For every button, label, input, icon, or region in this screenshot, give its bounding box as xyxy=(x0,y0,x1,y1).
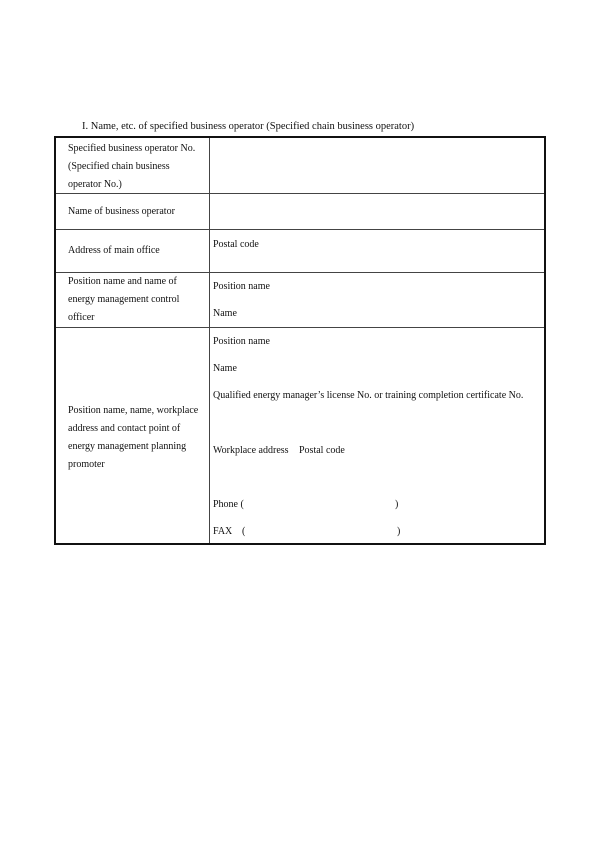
label-line: address and contact point of xyxy=(68,423,181,434)
section-heading: I. Name, etc. of specified business operator (Specified chain business operator) xyxy=(82,121,415,132)
control-officer-label xyxy=(68,273,204,327)
promoter-fax-close-paren: ) xyxy=(397,526,401,537)
promoter-license-label: Qualified energy manager’s license No. or training completion certificate No. xyxy=(213,390,524,401)
promoter-phone-label: Phone ( xyxy=(213,499,244,510)
control-officer-name-label: Name xyxy=(213,308,237,319)
operator-no-label xyxy=(68,140,204,194)
label-line: officer xyxy=(68,312,95,323)
promoter-position-name-label: Position name xyxy=(213,336,270,347)
main-office-postal-code-label: Postal code xyxy=(213,239,259,250)
row-divider xyxy=(56,327,544,328)
operator-no-field[interactable] xyxy=(210,140,544,192)
operator-form-table xyxy=(54,136,546,545)
operator-name-label: Name of business operator xyxy=(68,206,175,217)
label-line: (Specified chain business xyxy=(68,161,170,172)
label-line: promoter xyxy=(68,459,105,470)
label-line: energy management planning xyxy=(68,441,187,452)
control-officer-position-name-label: Position name xyxy=(213,281,270,292)
label-line: Position name, name, workplace xyxy=(68,405,199,416)
promoter-postal-code-label: Postal code xyxy=(299,445,345,456)
promoter-fax-label: FAX xyxy=(213,526,233,537)
promoter-phone-close-paren: ) xyxy=(395,499,399,510)
label-line: Specified business operator No. xyxy=(68,143,196,154)
planning-promoter-label xyxy=(68,402,204,474)
operator-name-field[interactable] xyxy=(210,194,544,228)
label-line: Position name and name of xyxy=(68,276,177,287)
row-divider xyxy=(56,229,544,230)
label-line: energy management control xyxy=(68,294,180,305)
promoter-name-label: Name xyxy=(213,363,237,374)
label-line: operator No.) xyxy=(68,179,122,190)
promoter-fax-open-paren: ( xyxy=(242,526,246,537)
main-office-label: Address of main office xyxy=(68,245,160,256)
promoter-workplace-address-label: Workplace address xyxy=(213,445,289,456)
